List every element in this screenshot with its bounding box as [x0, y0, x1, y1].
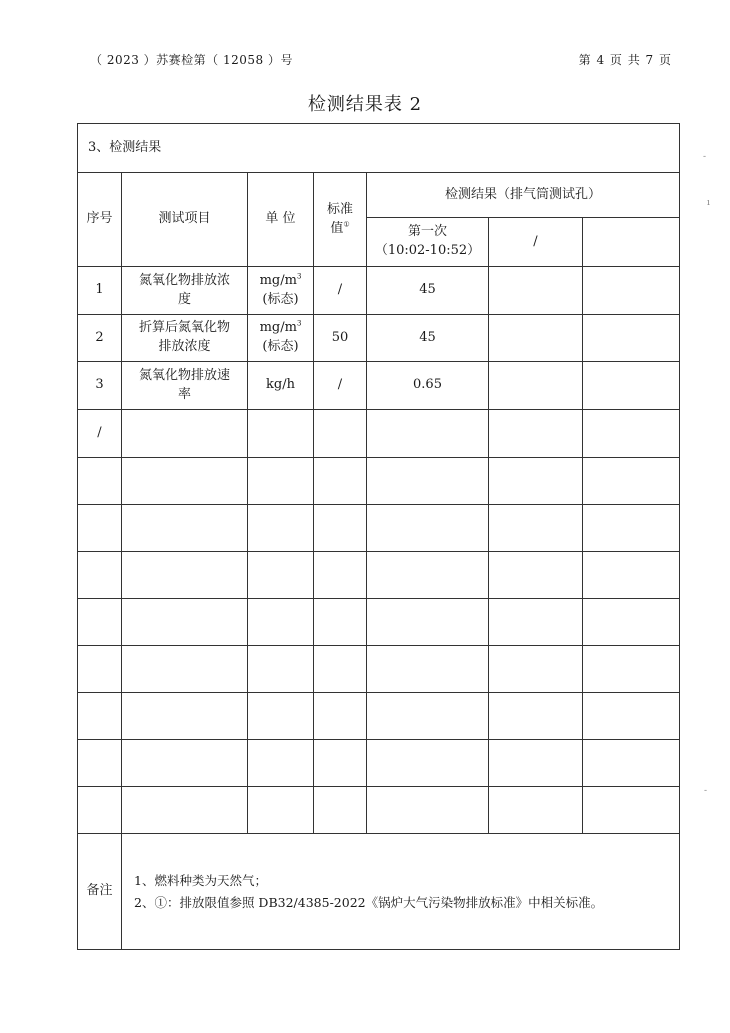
scan-mark: ı	[707, 198, 710, 208]
notes-label: 备注	[78, 834, 122, 950]
col-header-seq: 序号	[78, 173, 122, 267]
section-title: 3、检测结果	[78, 124, 680, 173]
cell-third	[583, 315, 680, 362]
cell-second	[489, 315, 583, 362]
cell-second	[489, 362, 583, 410]
unit-exponent: 3	[296, 272, 302, 281]
note-line-1: 1、燃料种类为天然气；	[134, 872, 267, 888]
cell-first: 45	[367, 315, 489, 362]
cell-second	[489, 267, 583, 315]
first-time: （10:02-10:52）	[374, 243, 481, 258]
table-row	[78, 362, 680, 410]
col-header-second: /	[489, 218, 583, 267]
table-row	[78, 410, 680, 458]
unit-line2: (标态)	[262, 291, 299, 307]
section-row	[78, 124, 680, 173]
empty-row	[78, 599, 680, 646]
cell-unit	[248, 410, 314, 458]
header-row-1	[78, 173, 680, 218]
col-header-first	[367, 218, 489, 267]
col-header-standard	[314, 173, 367, 267]
scan-mark: -	[704, 786, 708, 796]
results-table	[77, 123, 680, 950]
cell-standard: 50	[314, 315, 367, 362]
first-label: 第一次	[407, 224, 447, 240]
unit-base: kg/h	[266, 377, 295, 393]
cell-seq: 1	[78, 267, 122, 315]
scan-mark: -	[703, 152, 707, 162]
table-row	[78, 267, 680, 315]
cell-item	[122, 410, 248, 458]
unit-base: mg/m	[259, 320, 297, 336]
item-line2: 度	[177, 291, 191, 307]
item-line1: 氮氧化物排放浓	[138, 272, 230, 288]
std-header-line2: 值	[330, 220, 344, 236]
empty-row	[78, 787, 680, 834]
cell-unit	[248, 315, 314, 362]
cell-seq: 3	[78, 362, 122, 410]
item-line2: 率	[177, 386, 191, 402]
col-header-third	[583, 218, 680, 267]
col-header-item: 测试项目	[122, 173, 248, 267]
cell-seq: 2	[78, 315, 122, 362]
item-line2: 排放浓度	[158, 339, 211, 354]
cell-standard	[314, 410, 367, 458]
note-line-2: 2、①：排放限值参照 DB32/4385-2022《锅炉大气污染物排放标准》中相关标准。	[134, 894, 604, 910]
cell-standard: /	[314, 267, 367, 315]
table-row	[78, 315, 680, 362]
empty-row	[78, 505, 680, 552]
cell-unit	[248, 267, 314, 315]
cell-third	[583, 410, 680, 458]
unit-base: mg/m	[259, 272, 297, 288]
cell-seq: /	[78, 410, 122, 458]
empty-row	[78, 693, 680, 740]
cell-first: 45	[367, 267, 489, 315]
item-line1: 折算后氮氧化物	[138, 320, 230, 336]
unit-exponent: 3	[296, 319, 302, 328]
page-indicator: 第 4 页 共 7 页	[578, 53, 672, 67]
empty-row	[78, 646, 680, 693]
cell-first	[367, 410, 489, 458]
cell-third	[583, 267, 680, 315]
cell-second	[489, 410, 583, 458]
item-line1: 氮氧化物排放速	[138, 367, 230, 383]
std-footnote-mark: ①	[343, 220, 350, 229]
cell-item	[122, 267, 248, 315]
col-header-result-group: 检测结果（排气筒测试孔）	[367, 173, 680, 218]
std-header-line1: 标准	[326, 201, 353, 217]
unit-line2: (标态)	[262, 339, 299, 354]
empty-row	[78, 458, 680, 505]
cell-first: 0.65	[367, 362, 489, 410]
empty-row	[78, 552, 680, 599]
cell-third	[583, 362, 680, 410]
cell-item	[122, 315, 248, 362]
table-title: 检测结果表 2	[307, 94, 423, 115]
notes-body	[122, 834, 680, 950]
cell-item	[122, 362, 248, 410]
empty-row	[78, 740, 680, 787]
notes-row	[78, 834, 680, 950]
cell-standard: /	[314, 362, 367, 410]
cell-unit	[248, 362, 314, 410]
col-header-unit: 单 位	[248, 173, 314, 267]
report-number: （ 2023 ）苏赛检第（ 12058 ）号	[90, 53, 293, 67]
